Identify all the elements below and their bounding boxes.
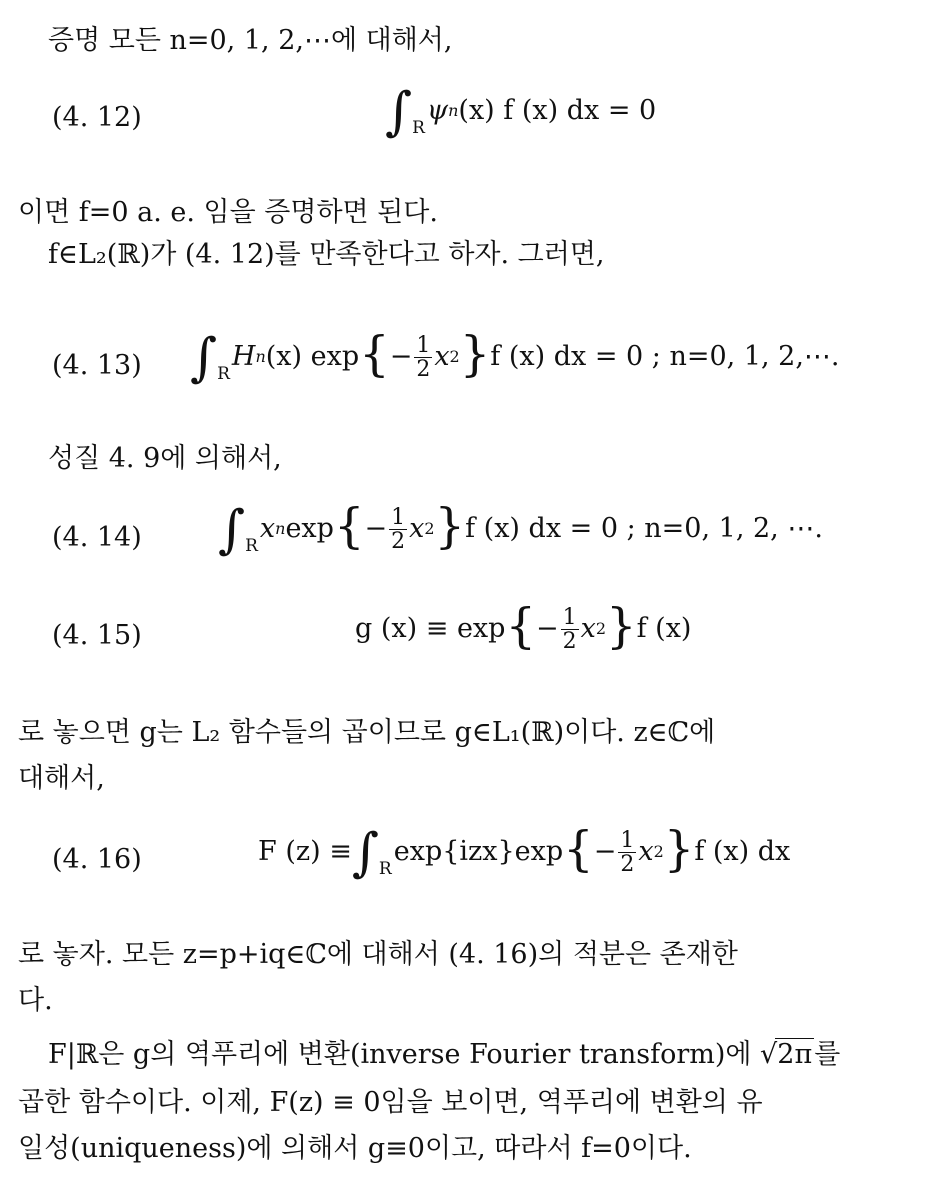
equation-4-15: [355, 598, 692, 654]
fraction-numerator: 1: [620, 828, 635, 853]
line-9-suffix: 를: [814, 1039, 841, 1070]
sqrt-radicand: 2π: [777, 1039, 813, 1070]
minus-sign: −: [593, 835, 617, 867]
right-brace: }: [663, 821, 695, 877]
text-line-8: 다.: [18, 985, 53, 1016]
text-line-6: 대해서,: [18, 763, 105, 794]
equation-number-4-14: (4. 14): [52, 522, 142, 553]
x-variable: x: [434, 340, 450, 372]
text-line-7: 로 놓자. 모든 z=p+iq∈ℂ에 대해서 (4. 16)의 적분은 존재한: [18, 939, 738, 970]
equation-4-16: [258, 821, 791, 883]
left-brace: {: [333, 498, 365, 554]
exp-terms: exp{izx}exp: [393, 835, 564, 867]
psi-symbol: ψ: [426, 94, 449, 126]
right-brace: }: [606, 598, 637, 654]
text-line-2: 이면 f=0 a. e. 임을 증명하면 된다.: [18, 197, 438, 228]
fraction-numerator: 1: [391, 505, 406, 530]
integral-domain: R: [245, 536, 258, 556]
line-9-text: F|ℝ은 g의 역푸리에 변환(inverse Fourier transform)에: [48, 1039, 761, 1070]
equation-rest: (x) f (x) dx = 0: [458, 94, 657, 126]
hermite-subscript: n: [255, 346, 266, 366]
fraction-one-half: [414, 335, 432, 381]
right-brace: }: [434, 498, 466, 554]
integral-domain: R: [217, 364, 230, 384]
text-line-3: f∈L₂(ℝ)가 (4. 12)를 만족한다고 하자. 그러면,: [48, 239, 605, 270]
sqrt-sign: √: [760, 1039, 778, 1070]
right-brace: }: [459, 326, 491, 382]
fraction-denominator: 2: [416, 357, 431, 382]
fraction-one-half: [618, 830, 636, 876]
hermite-symbol: H: [231, 340, 256, 372]
integral-sign: ∫: [218, 500, 246, 560]
x-variable: x: [259, 512, 276, 544]
integral-domain: R: [378, 859, 392, 879]
exponent: 2: [449, 346, 460, 366]
minus-sign: −: [389, 340, 413, 372]
fraction-denominator: 2: [620, 852, 635, 877]
left-brace: {: [359, 326, 390, 382]
equation-4-13: [190, 326, 840, 388]
left-brace: {: [563, 821, 594, 877]
equation-number-4-13: (4. 13): [52, 350, 142, 381]
equation-prefix: g (x) ≡ exp: [355, 612, 506, 644]
fraction-denominator: 2: [562, 629, 577, 654]
equation-number-4-15: (4. 15): [52, 620, 142, 651]
equation-prefix: F (z) ≡: [258, 835, 352, 867]
x-variable-2: x: [409, 512, 425, 544]
fraction-numerator: 1: [416, 333, 431, 358]
equation-rest: f (x): [636, 612, 692, 644]
equation-number-4-12: (4. 12): [52, 102, 142, 133]
equation-number-4-16: (4. 16): [52, 844, 142, 875]
minus-sign: −: [364, 512, 388, 544]
text-line-5: 로 놓으면 g는 L₂ 함수들의 곱이므로 g∈L₁(ℝ)이다. z∈ℂ에: [18, 717, 716, 748]
fraction-denominator: 2: [391, 529, 406, 554]
equation-rest: f (x) dx: [694, 835, 791, 867]
minus-sign: −: [536, 612, 559, 644]
integral-sign: ∫: [190, 328, 218, 388]
x-variable: x: [638, 835, 654, 867]
exp-prefix: (x) exp: [265, 340, 360, 372]
text-line-4: 성질 4. 9에 의해서,: [48, 443, 282, 474]
exp-prefix: exp: [285, 512, 334, 544]
text-line-1: 증명 모든 n=0, 1, 2,⋯에 대해서,: [48, 25, 453, 56]
fraction-one-half: [389, 507, 407, 553]
exponent: 2: [595, 618, 607, 638]
equation-4-14: [218, 498, 823, 560]
exponent: 2: [653, 841, 664, 861]
integral-sign: ∫: [351, 823, 379, 883]
integral-domain: R: [412, 118, 425, 138]
integral-sign: ∫: [385, 82, 413, 142]
text-line-11: 일성(uniqueness)에 의해서 g≡0이고, 따라서 f=0이다.: [18, 1133, 692, 1164]
fraction-one-half: [561, 607, 579, 653]
left-brace: {: [505, 598, 536, 654]
fraction-numerator: 1: [562, 605, 577, 630]
equation-rest: f (x) dx = 0 ; n=0, 1, 2, ⋯.: [465, 512, 823, 544]
x-variable: x: [580, 612, 596, 644]
equation-rest: f (x) dx = 0 ; n=0, 1, 2,⋯.: [490, 340, 840, 372]
exponent: 2: [424, 518, 435, 538]
equation-4-12: [385, 82, 657, 142]
exponent-n: n: [275, 518, 286, 538]
psi-subscript: n: [448, 100, 459, 120]
text-line-10: 곱한 함수이다. 이제, F(z) ≡ 0임을 보이면, 역푸리에 변환의 유: [18, 1087, 763, 1118]
text-line-9: [48, 1032, 840, 1071]
